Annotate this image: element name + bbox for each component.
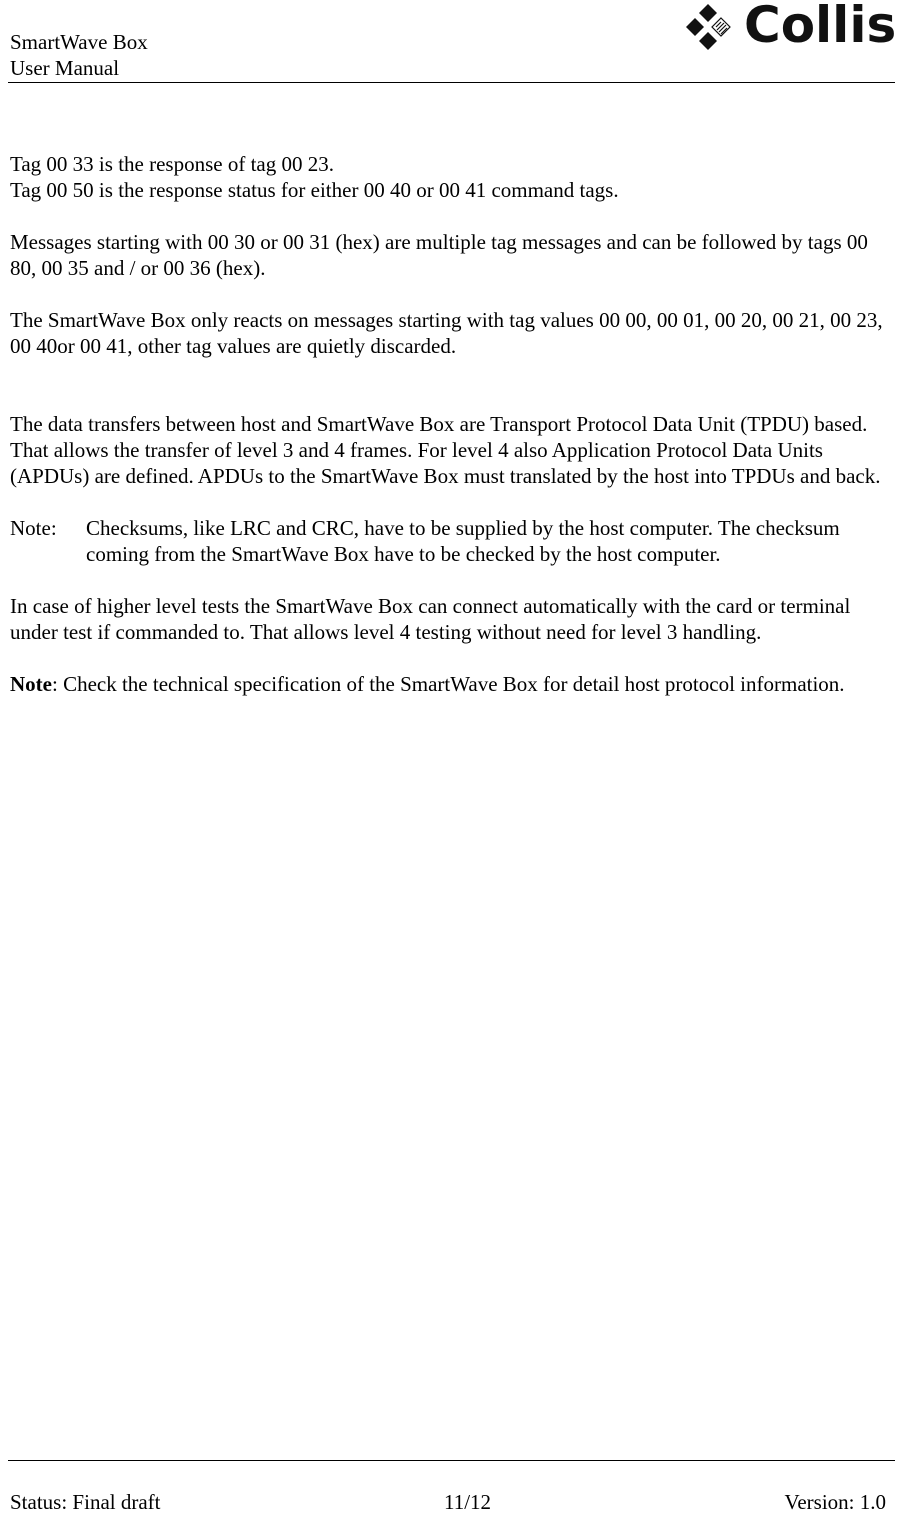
document-subtitle: User Manual xyxy=(10,56,120,80)
paragraph-tag-response: Tag 00 33 is the response of tag 00 23. xyxy=(10,152,334,176)
document-body xyxy=(10,151,888,697)
footer-status: Status: Final draft xyxy=(10,1490,161,1514)
footer-page-number: 11/12 xyxy=(444,1490,492,1514)
header-divider xyxy=(8,82,895,83)
document-title: SmartWave Box xyxy=(10,30,148,54)
note-spec-text: : Check the technical specification of the SmartWave Box for detail host protocol information. xyxy=(51,672,845,696)
note-label: Note: xyxy=(10,516,57,540)
paragraph-higher-level-tests: In case of higher level tests the SmartWave Box can connect automatically with the card or terminal under test if commanded to. That allows level 4 testing without need for level 3 handling. xyxy=(10,594,851,644)
note-text: Checksums, like LRC and CRC, have to be supplied by the host computer. The checksum coming from the SmartWave Box have to be checked by the host computer. xyxy=(86,516,840,566)
paragraph-tag-status: Tag 00 50 is the response status for either 00 40 or 00 41 command tags. xyxy=(10,178,619,202)
note-technical-specification xyxy=(10,671,888,697)
note-checksums xyxy=(10,515,888,567)
note-bold-label: Note xyxy=(10,672,52,696)
collis-logo xyxy=(684,2,896,52)
footer-divider xyxy=(8,1460,895,1461)
footer-version: Version: 1.0 xyxy=(784,1490,886,1514)
collis-logo-text: Collis xyxy=(744,0,897,54)
paragraph-multiple-tags: Messages starting with 00 30 or 00 31 (hex) are multiple tag messages and can be followed by tags 00 80, 00 35 and / or 00 36 (hex). xyxy=(10,230,868,280)
paragraph-tpdu: The data transfers between host and SmartWave Box are Transport Protocol Data Unit (TPDU) based. That allows the transfer of level 3 and 4 frames. For level 4 also Application Protocol Data Units (APDUs) are defined. APDUs to the SmartWave Box must translated by the host into TPDUs and back. xyxy=(10,412,881,488)
collis-diamond-logo-icon xyxy=(684,2,740,52)
paragraph-tag-values: The SmartWave Box only reacts on messages starting with tag values 00 00, 00 01, 00 20, 00 21, 00 23, 00 40or 00 41, other tag values are quietly discarded. xyxy=(10,308,883,358)
